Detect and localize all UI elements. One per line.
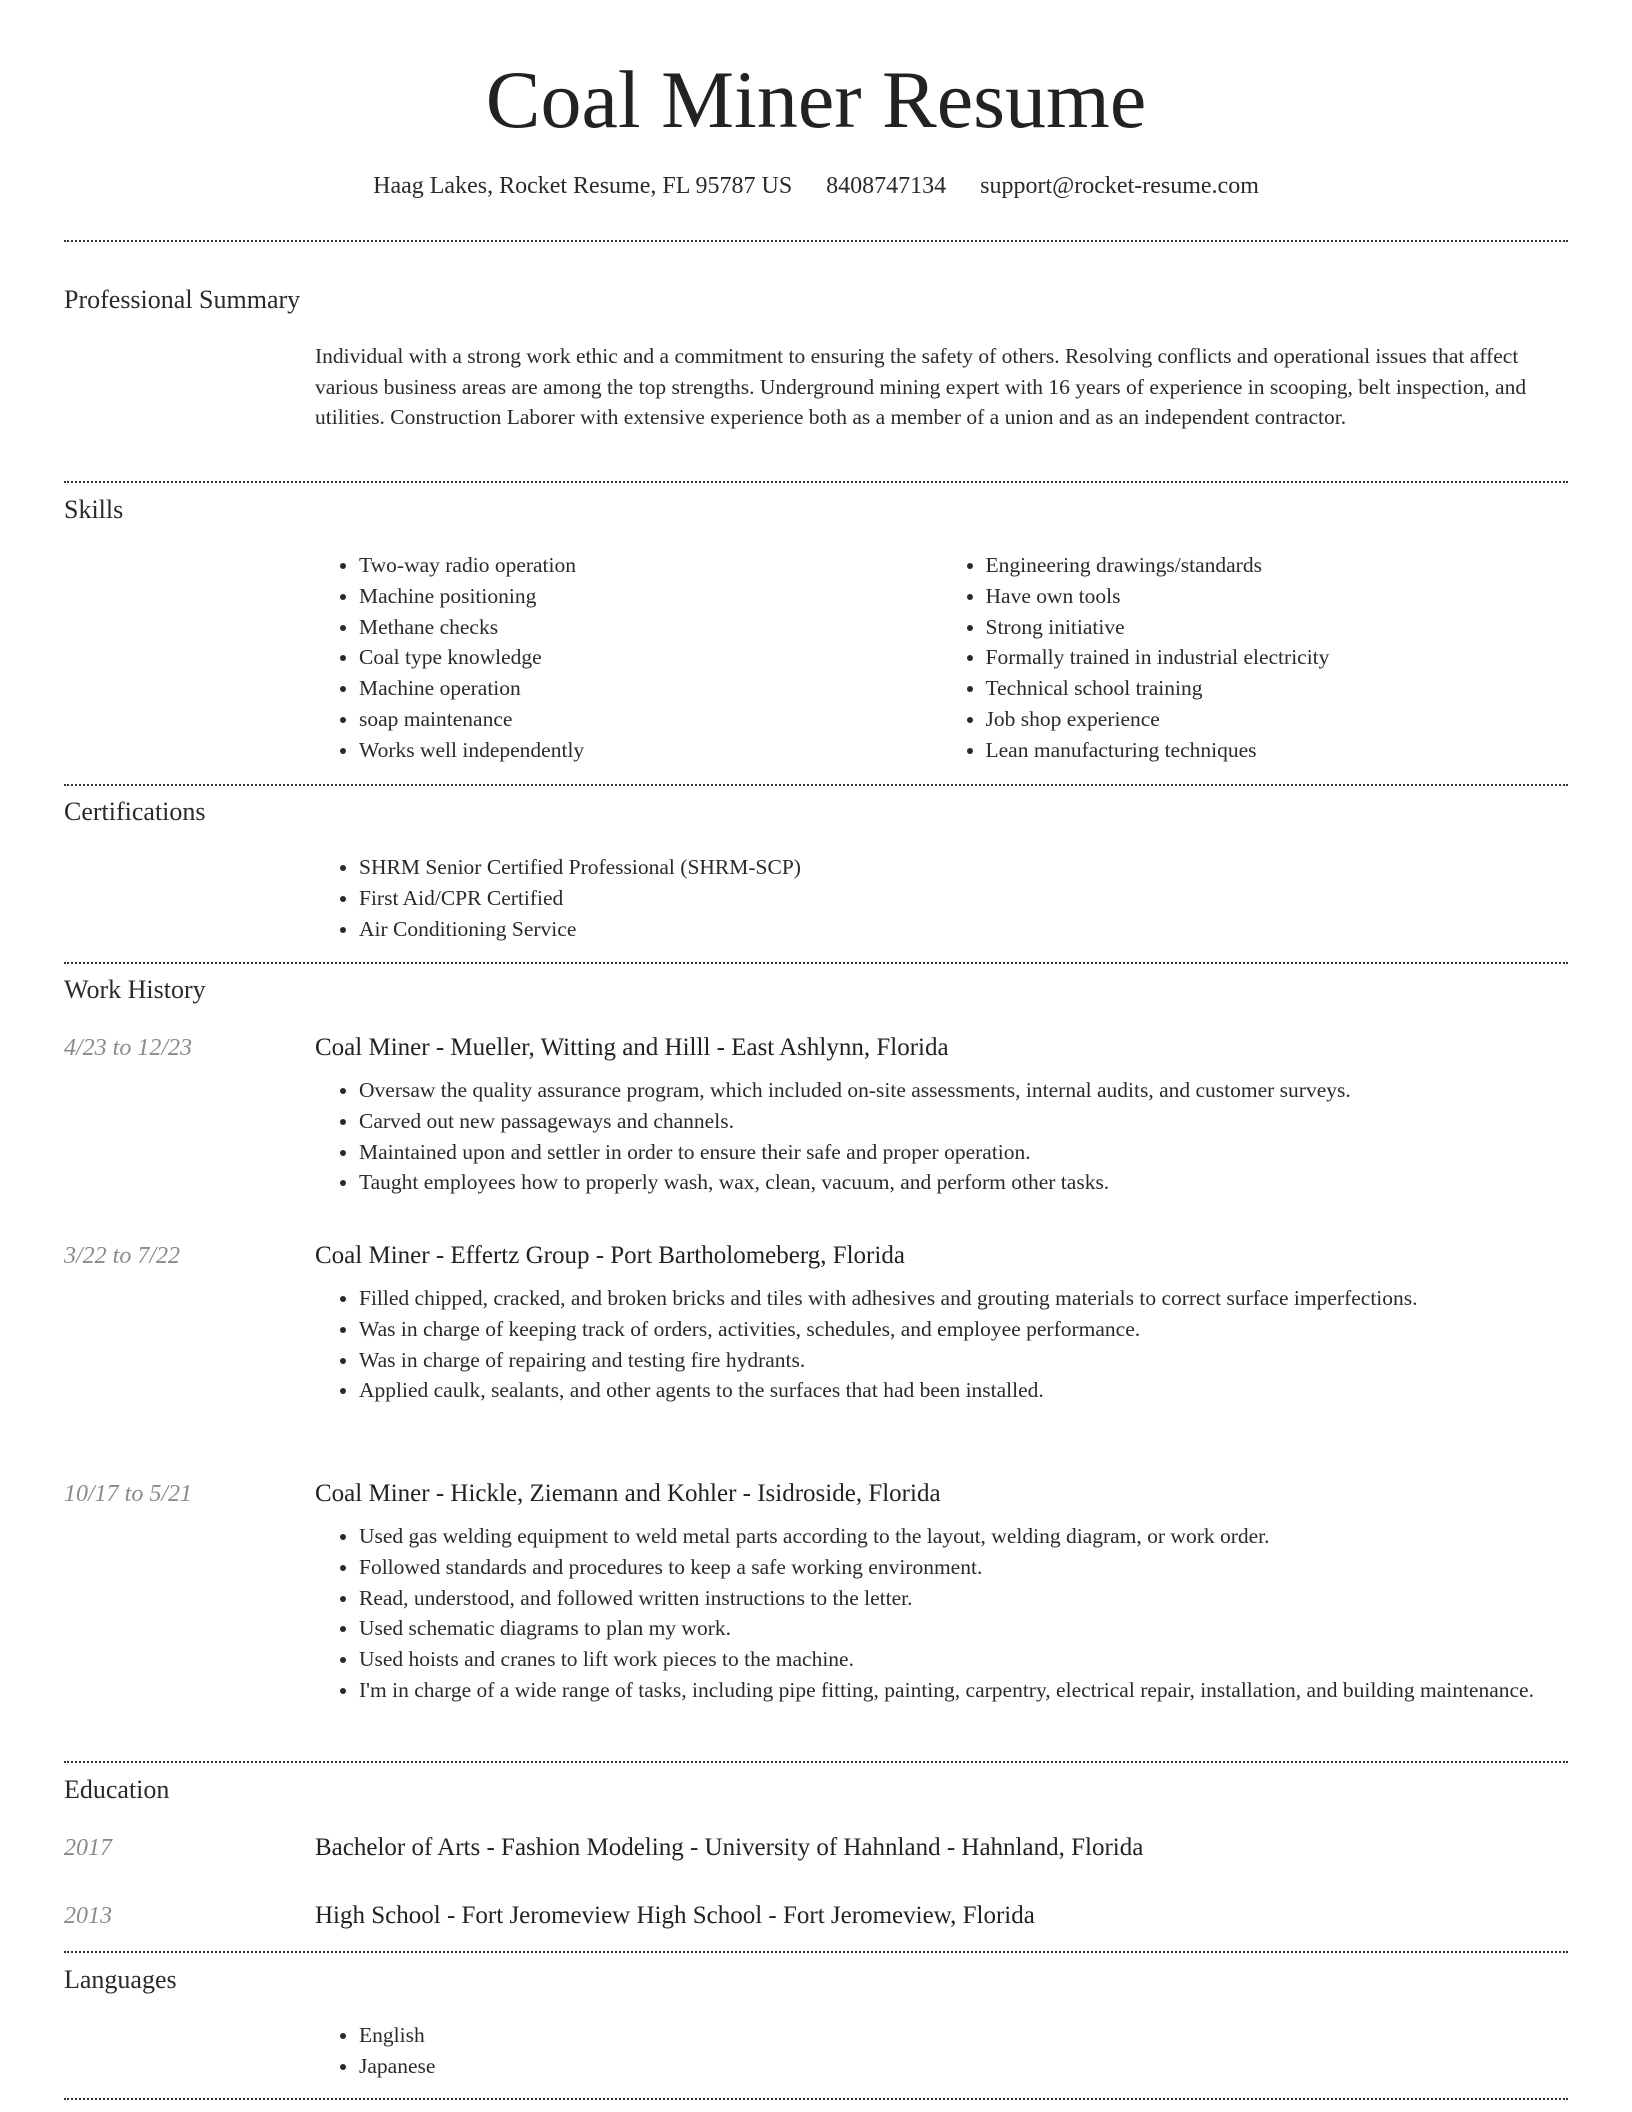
skills-section-title: Skills [64, 495, 124, 524]
education-heading: Bachelor of Arts - Fashion Modeling - University of Hahnland - Hahnland, Florida [315, 1834, 1144, 1861]
list-item: • Maintained upon and settler in order to ensure their safe and proper operation. [359, 1137, 1568, 1168]
job-heading: Coal Miner - Effertz Group - Port Bartholomeberg, Florida [315, 1242, 905, 1269]
languages-section-title: Languages [64, 1965, 177, 1994]
list-item: • Have own tools [986, 581, 1569, 612]
contact-address: Haag Lakes, Rocket Resume, FL 95787 US [373, 173, 793, 199]
list-item: • Taught employees how to properly wash, wax, clean, vacuum, and perform other tasks. [359, 1167, 1568, 1198]
work-section-title: Work History [64, 975, 206, 1004]
list-item: • Methane checks [359, 612, 942, 643]
summary-text: Individual with a strong work ethic and a commitment to ensuring the safety of others. Resolving conflicts and operational issues that affect various business areas are among the top strengths. Underground mining expert with 16 years of experience in scooping, belt inspection, and utilities. Construction Laborer with extensive experience both as a member of a union and as an independent contractor. [315, 344, 1527, 429]
list-item: • Carved out new passageways and channels. [359, 1106, 1568, 1137]
list-item: • Works well independently [359, 735, 942, 766]
list-item: • Machine positioning [359, 581, 942, 612]
job-bullets [315, 1283, 1568, 1406]
job-heading: Coal Miner - Hickle, Ziemann and Kohler - Isidroside, Florida [315, 1480, 941, 1507]
summary-block [315, 341, 1568, 433]
job-heading: Coal Miner - Mueller, Witting and Hilll - East Ashlynn, Florida [315, 1034, 949, 1061]
divider [64, 2098, 1568, 2100]
list-item: • Was in charge of keeping track of orders, activities, schedules, and employee performance. [359, 1314, 1568, 1345]
divider [64, 962, 1568, 964]
education-heading: High School - Fort Jeromeview High School - Fort Jeromeview, Florida [315, 1902, 1035, 1929]
list-item: • Oversaw the quality assurance program, which included on-site assessments, internal audits, and customer surveys. [359, 1075, 1568, 1106]
list-item: • Job shop experience [986, 704, 1569, 735]
list-item: • I'm in charge of a wide range of tasks, including pipe fitting, painting, carpentry, electrical repair, installation, and building maintenance. [359, 1675, 1568, 1706]
job-entry [315, 1031, 1568, 1198]
divider [64, 1761, 1568, 1763]
education-year: 2017 [64, 1835, 112, 1861]
skills-list-right [942, 550, 1569, 766]
contact-line [64, 170, 1568, 202]
languages-list [315, 2020, 1568, 2082]
divider [64, 481, 1568, 483]
certifications-list [315, 852, 1568, 944]
list-item: • Technical school training [986, 673, 1569, 704]
list-item: • Was in charge of repairing and testing fire hydrants. [359, 1345, 1568, 1376]
education-section-title: Education [64, 1775, 170, 1804]
job-entry [315, 1239, 1568, 1406]
divider [64, 784, 1568, 786]
list-item: • Coal type knowledge [359, 642, 942, 673]
languages-block [315, 2020, 1568, 2082]
list-item: • Machine operation [359, 673, 942, 704]
list-item: • First Aid/CPR Certified [359, 883, 1568, 914]
resume-title: Coal Miner Resume [485, 54, 1147, 145]
list-item: • Engineering drawings/standards [986, 550, 1569, 581]
job-dates: 3/22 to 7/22 [64, 1243, 181, 1269]
list-item: • Used hoists and cranes to lift work pieces to the machine. [359, 1644, 1568, 1675]
contact-email: support@rocket-resume.com [980, 173, 1259, 199]
list-item: • Formally trained in industrial electricity [986, 642, 1569, 673]
list-item: • Two-way radio operation [359, 550, 942, 581]
education-year: 2013 [64, 1903, 112, 1929]
certifications-block [315, 852, 1568, 944]
job-bullets [315, 1521, 1568, 1706]
list-item: • Air Conditioning Service [359, 914, 1568, 945]
divider [64, 1951, 1568, 1953]
contact-phone: 8408747134 [826, 173, 947, 199]
list-item: • SHRM Senior Certified Professional (SHRM-SCP) [359, 852, 1568, 883]
skills-block [315, 550, 1568, 766]
list-item: • Strong initiative [986, 612, 1569, 643]
job-dates: 10/17 to 5/21 [64, 1481, 193, 1507]
job-bullets [315, 1075, 1568, 1198]
list-item: • Used gas welding equipment to weld metal parts according to the layout, welding diagram, or work order. [359, 1521, 1568, 1552]
list-item: • soap maintenance [359, 704, 942, 735]
divider [64, 240, 1568, 242]
list-item: • Followed standards and procedures to keep a safe working environment. [359, 1552, 1568, 1583]
list-item: • Used schematic diagrams to plan my work. [359, 1613, 1568, 1644]
list-item: • Lean manufacturing techniques [986, 735, 1569, 766]
skills-list-left [315, 550, 942, 766]
job-entry [315, 1477, 1568, 1706]
list-item: • Filled chipped, cracked, and broken bricks and tiles with adhesives and grouting materials to correct surface imperfections. [359, 1283, 1568, 1314]
summary-section-title: Professional Summary [64, 285, 301, 314]
list-item: • Read, understood, and followed written instructions to the letter. [359, 1583, 1568, 1614]
certifications-section-title: Certifications [64, 797, 206, 826]
list-item: • English [359, 2020, 1568, 2051]
list-item: • Japanese [359, 2051, 1568, 2082]
list-item: • Applied caulk, sealants, and other agents to the surfaces that had been installed. [359, 1375, 1568, 1406]
job-dates: 4/23 to 12/23 [64, 1035, 193, 1061]
